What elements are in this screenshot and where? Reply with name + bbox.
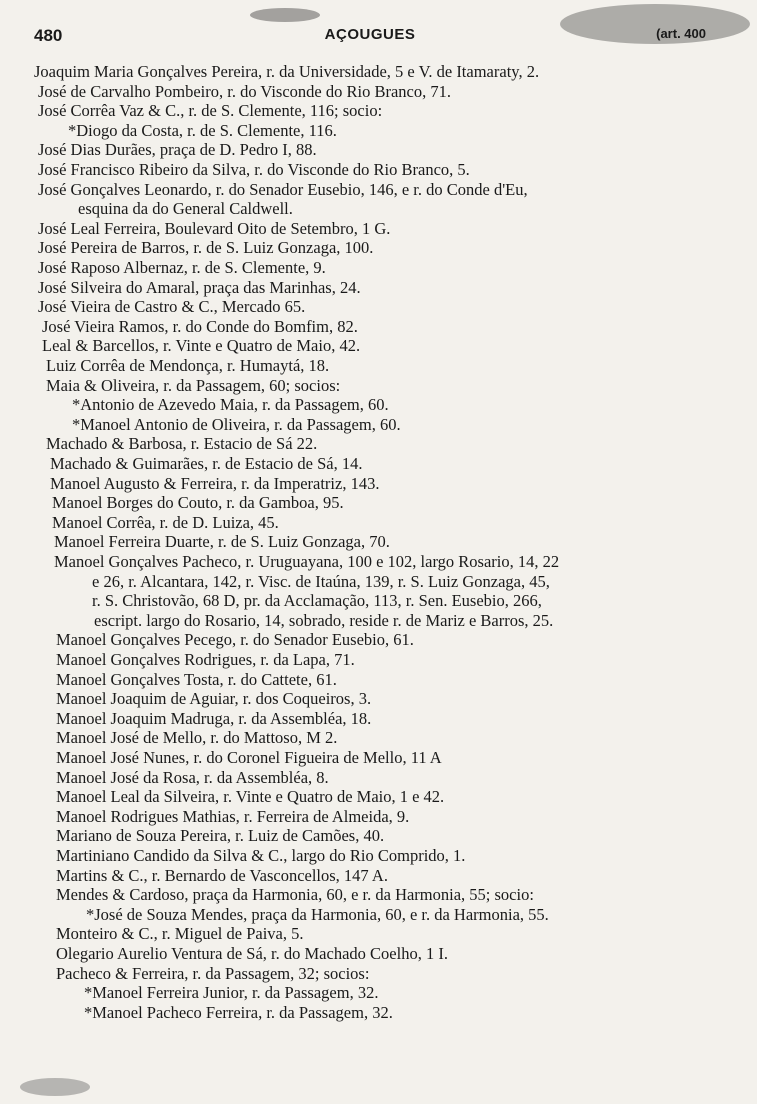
entry-line: Manoel Borges do Couto, r. da Gamboa, 95. xyxy=(52,493,344,513)
entry-line: Manoel José da Rosa, r. da Assembléa, 8. xyxy=(56,767,329,787)
entry-line: Luiz Corrêa de Mendonça, r. Humaytá, 18. xyxy=(46,356,330,375)
ink-stain xyxy=(20,1078,90,1096)
entry-line: José Gonçalves Leonardo, r. do Senador Eusebio, 146, e r. do Conde d'Eu, xyxy=(38,179,528,199)
entry-line: Manoel Gonçalves Pecego, r. do Senador Eusebio, 61. xyxy=(56,630,414,650)
entry-line: José Vieira de Castro & C., Mercado 65. xyxy=(38,297,306,317)
entry-line: José Dias Durães, praça de D. Pedro I, 88. xyxy=(38,140,317,160)
entry-line: Manoel Joaquim de Aguiar, r. dos Coqueiros, 3. xyxy=(56,689,372,709)
entry-line: *Manoel Antonio de Oliveira, r. da Passagem, 60. xyxy=(72,414,401,434)
entry-line: Monteiro & C., r. Miguel de Paiva, 5. xyxy=(56,924,304,944)
entry-line: Machado & Guimarães, r. de Estacio de Sá, 14. xyxy=(50,454,363,473)
entry-line: Pacheco & Ferreira, r. da Passagem, 32; socios: xyxy=(56,963,370,983)
entry-line: José Francisco Ribeiro da Silva, r. do Visconde do Rio Branco, 5. xyxy=(38,160,470,179)
entry-line: José Vieira Ramos, r. do Conde do Bomfim, 82. xyxy=(42,316,358,336)
entry-line: José de Carvalho Pombeiro, r. do Visconde do Rio Branco, 71. xyxy=(38,81,451,101)
entry-line: Manoel Leal da Silveira, r. Vinte e Quatro de Maio, 1 e 42. xyxy=(56,787,445,807)
entry-line: e 26, r. Alcantara, 142, r. Visc. de Itaúna, 139, r. S. Luiz Gonzaga, 45, xyxy=(92,571,550,591)
entry-line: José Leal Ferreira, Boulevard Oito de Setembro, 1 G. xyxy=(38,218,391,238)
entry-line: *Antonio de Azevedo Maia, r. da Passagem, 60. xyxy=(72,395,389,415)
entry-line: r. S. Christovão, 68 D, pr. da Acclamação, 113, r. Sen. Eusebio, 266, xyxy=(92,591,542,611)
entry-line: Manoel Gonçalves Pacheco, r. Uruguayana, 100 e 102, largo Rosario, 14, 22 xyxy=(54,552,560,571)
entry-line: Leal & Barcellos, r. Vinte e Quatro de Maio, 42. xyxy=(42,336,361,356)
entry-line: Mendes & Cardoso, praça da Harmonia, 60, e r. da Harmonia, 55; socio: xyxy=(56,885,534,905)
entry-line: *Diogo da Costa, r. de S. Clemente, 116. xyxy=(68,120,337,140)
ink-stain xyxy=(250,8,320,22)
entry-line: José Pereira de Barros, r. de S. Luiz Gonzaga, 100. xyxy=(38,238,374,258)
entry-line: José Corrêa Vaz & C., r. de S. Clemente, 116; socio: xyxy=(38,101,383,121)
entry-line: Manoel Gonçalves Rodrigues, r. da Lapa, 71. xyxy=(56,650,355,669)
entry-line: José Raposo Albernaz, r. de S. Clemente, 9. xyxy=(38,258,326,277)
entry-line: Manoel Ferreira Duarte, r. de S. Luiz Gonzaga, 70. xyxy=(54,532,390,552)
entry-line: Manoel Augusto & Ferreira, r. da Imperatriz, 143. xyxy=(50,473,380,493)
entry-line: Martiniano Candido da Silva & C., largo do Rio Comprido, 1. xyxy=(56,846,466,865)
entry-line: escript. largo do Rosario, 14, sobrado, reside r. de Mariz e Barros, 25. xyxy=(94,610,554,630)
entry-line: *Manoel Ferreira Junior, r. da Passagem, 32. xyxy=(84,983,379,1003)
article-reference: (art. 400 xyxy=(656,26,706,41)
entry-line: Maia & Oliveira, r. da Passagem, 60; socios: xyxy=(46,375,341,395)
entry-line: Olegario Aurelio Ventura de Sá, r. do Machado Coelho, 1 I. xyxy=(56,944,448,963)
entry-line: Manoel José de Mello, r. do Mattoso, M 2. xyxy=(56,728,338,748)
entry-line: Mariano de Souza Pereira, r. Luiz de Camões, 40. xyxy=(56,826,385,846)
entry-line: Manoel José Nunes, r. do Coronel Figueira de Mello, 11 A xyxy=(56,748,442,767)
entry-line: Manoel Joaquim Madruga, r. da Assembléa, 18. xyxy=(56,708,372,728)
entry-line: Manoel Rodrigues Mathias, r. Ferreira de Almeida, 9. xyxy=(56,806,410,826)
entry-line: Manoel Corrêa, r. de D. Luiza, 45. xyxy=(52,512,279,532)
page-number: 480 xyxy=(34,26,63,45)
page-header xyxy=(30,26,710,50)
entry-line: Machado & Barbosa, r. Estacio de Sá 22. xyxy=(46,434,318,454)
section-title: AÇOUGUES xyxy=(324,26,416,43)
entry-line: Manoel Gonçalves Tosta, r. do Cattete, 61. xyxy=(56,669,337,689)
entry-line: *Manoel Pacheco Ferreira, r. da Passagem, 32. xyxy=(84,1002,393,1022)
entry-line: *José de Souza Mendes, praça da Harmonia, 60, e r. da Harmonia, 55. xyxy=(86,904,549,924)
entry-line: José Silveira do Amaral, praça das Marinhas, 24. xyxy=(38,277,361,297)
entry-line: Martins & C., r. Bernardo de Vasconcellos, 147 A. xyxy=(56,865,388,885)
entry-line: esquina da do General Caldwell. xyxy=(78,199,293,219)
entry-line: Joaquim Maria Gonçalves Pereira, r. da Universidade, 5 e V. de Itamaraty, 2. xyxy=(34,62,540,81)
